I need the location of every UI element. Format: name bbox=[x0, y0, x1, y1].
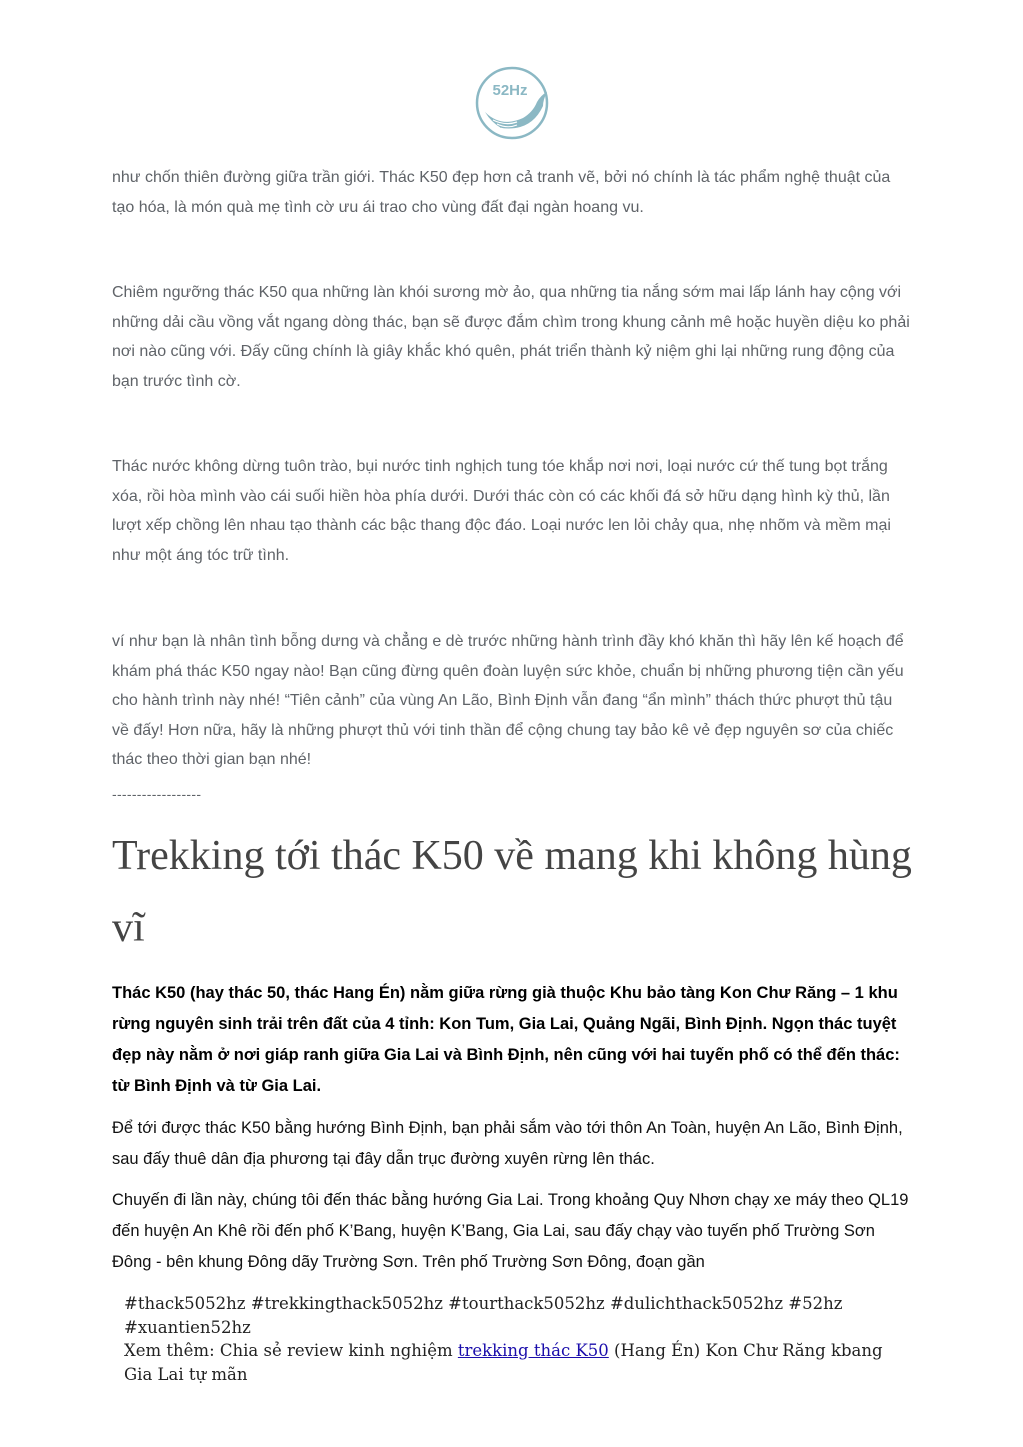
paragraph-1: như chốn thiên đường giữa trần giới. Thác K50 đẹp hơn cả tranh vẽ, bởi nó chính là tác phẩm nghệ thuật của tạo hóa, là món quà mẹ tình cờ ưu ái trao cho vùng đất đại ngàn hoang vu. bbox=[112, 169, 891, 216]
brand-logo bbox=[471, 62, 553, 144]
paragraph-4: ví như bạn là nhân tình bỗng dưng và chẳng e dè trước những hành trình đầy khó khăn thì hãy lên kế hoạch để khám phá thác K50 ngay nào! Bạn cũng đừng quên đoàn luyện sức khỏe, chuẩn bị những phương tiện cần yếu cho hành trình này nhé! “Tiên cảnh” của vùng An Lão, Bình Định vẫn đang “ẩn mình” thách thức phượt thủ tậu về đấy! Hơn nữa, hãy là những phượt thủ với tinh thần để cộng chung tay bảo kê vẻ đẹp nguyên sơ của chiếc thác theo thời gian bạn nhé! bbox=[112, 633, 904, 768]
see-more-prefix: Xem thêm: Chia sẻ review kinh nghiệm bbox=[124, 1341, 458, 1360]
logo-text: 52Hz bbox=[492, 82, 528, 99]
footer-block bbox=[124, 1292, 904, 1386]
body-paragraph-1: Để tới được thác K50 bằng hướng Bình Định, bạn phải sắm vào tới thôn An Toàn, huyện An Lão, Bình Định, sau đấy thuê dân địa phương tại đây dẫn trục đường xuyên rừng lên thác. bbox=[112, 1119, 903, 1168]
paragraph-2: Chiêm ngưỡng thác K50 qua những làn khói sương mờ ảo, qua những tia nắng sớm mai lấp lánh hay cộng với những dải cầu vồng vắt ngang dòng thác, bạn sẽ được đắm chìm trong khung cảnh mê hoặc huyền diệu ko phải nơi nào cũng với. Đấy cũng chính là giây khắc khó quên, phát triển thành kỷ niệm ghi lại những rung động của bạn trước tình cờ. bbox=[112, 284, 910, 390]
body-paragraph-2: Chuyến đi lần này, chúng tôi đến thác bằng hướng Gia Lai. Trong khoảng Quy Nhơn chạy xe máy theo QL19 đến huyện An Khê rồi đến phố K’Bang, huyện K’Bang, Gia Lai, sau đấy chạy vào tuyến phố Trường Sơn Đông - bên khung Đông dãy Trường Sơn. Trên phố Trường Sơn Đông, đoạn gần bbox=[112, 1191, 909, 1271]
dash-divider: ------------------ bbox=[112, 786, 202, 802]
trekking-k50-link[interactable]: trekking thác K50 bbox=[457, 1341, 609, 1360]
intro-bold-paragraph: Thác K50 (hay thác 50, thác Hang Én) nằm giữa rừng già thuộc Khu bảo tàng Kon Chư Răng – 1 khu rừng nguyên sinh trải trên đất của 4 tỉnh: Kon Tum, Gia Lai, Quảng Ngãi, Bình Định. Ngọn thác tuyệt đẹp này nằm ở nơi giáp ranh giữa Gia Lai và Bình Định, nên cũng với hai tuyến phố có thể đến thác: từ Bình Định và từ Gia Lai. bbox=[112, 984, 900, 1095]
see-more-line bbox=[124, 1339, 904, 1386]
hashtags: #thack5052hz #trekkingthack5052hz #tourthack5052hz #dulichthack5052hz #52hz #xuantien52hz bbox=[124, 1294, 843, 1337]
section-heading: Trekking tới thác K50 về mang khi không hùng vĩ bbox=[112, 833, 912, 951]
paragraph-3: Thác nước không dừng tuôn trào, bụi nước tinh nghịch tung tóe khắp nơi nơi, loại nước cứ thế tung bọt trắng xóa, rồi hòa mình vào cái suối hiền hòa phía dưới. Dưới thác còn có các khối đá sở hữu dạng hình kỳ thủ, lần lượt xếp chồng lên nhau tạo thành các bậc thang độc đáo. Loại nước len lỏi chảy qua, nhẹ nhõm và mềm mại như một áng tóc trữ tình. bbox=[112, 458, 891, 564]
see-more-suffix: (Hang Én) Kon Chư Răng kbang Gia Lai tự mãn bbox=[124, 1341, 883, 1384]
whale-logo-icon bbox=[471, 62, 553, 144]
